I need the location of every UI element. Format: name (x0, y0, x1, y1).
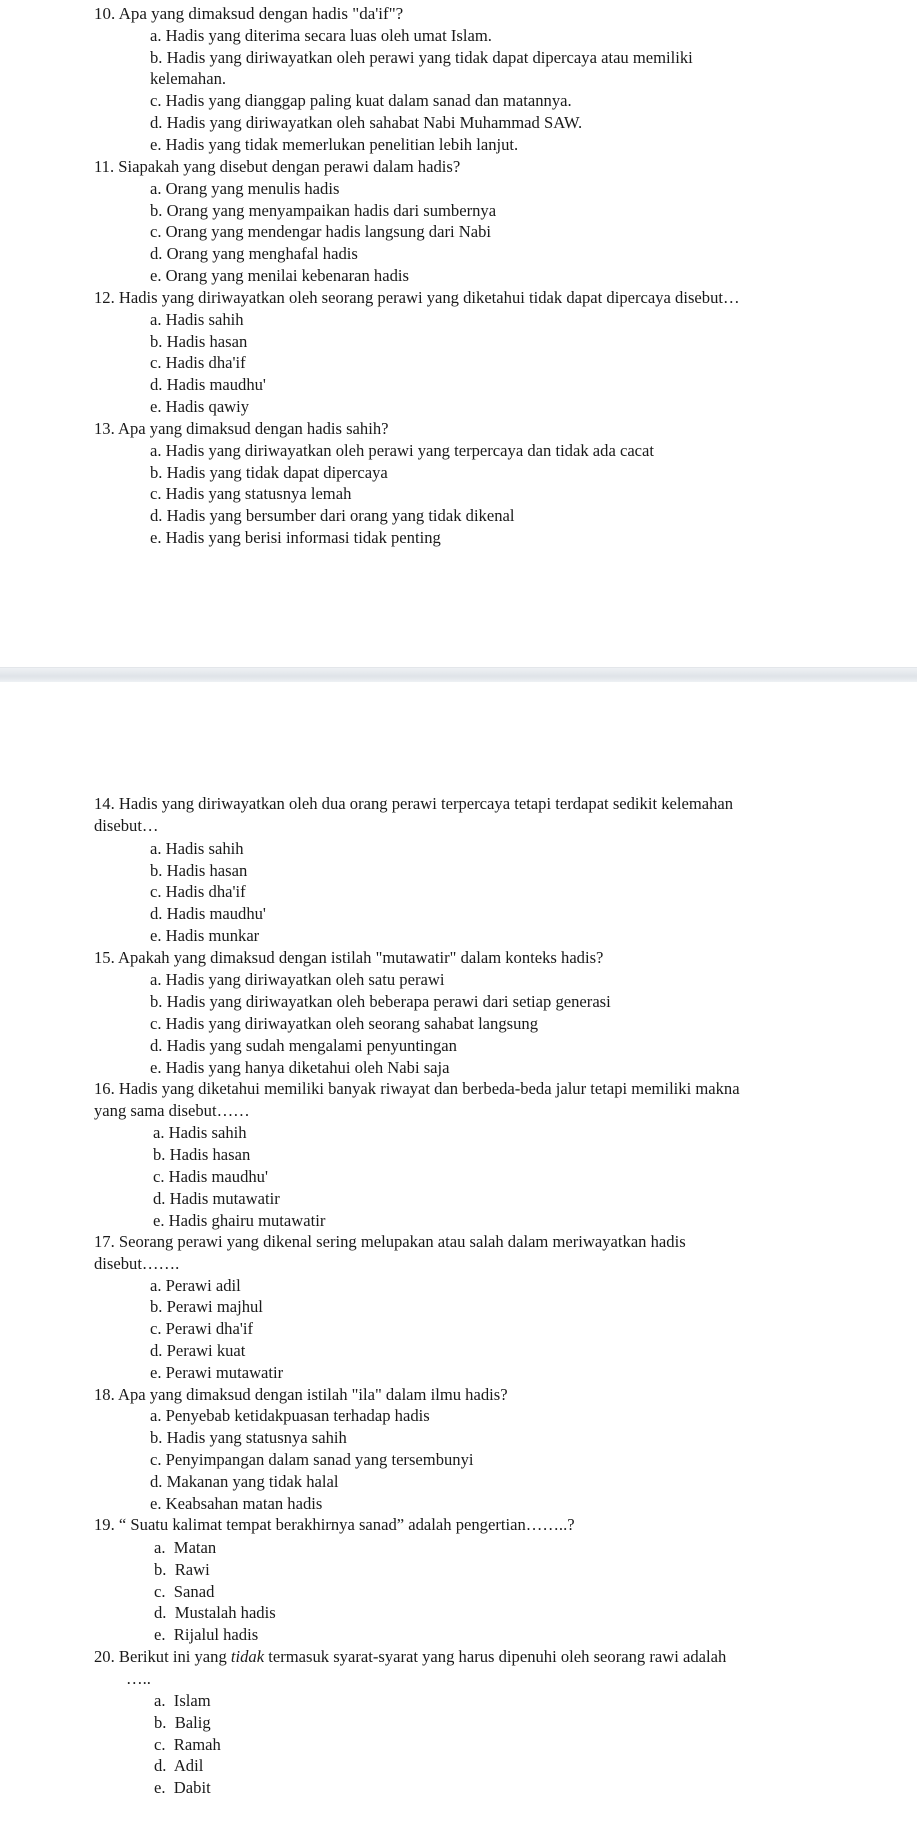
document-page-top (0, 4, 917, 547)
question-text: 14. Hadis yang diriwayatkan oleh dua orang perawi terpercaya tetapi terdapat sedikit kelemahan (94, 794, 734, 813)
option: d. Hadis mutawatir (153, 1189, 280, 1208)
option: b. Hadis hasan (150, 332, 248, 351)
option: e. Dabit (154, 1778, 211, 1797)
option: e. Hadis qawiy (150, 397, 250, 416)
option: e. Hadis yang berisi informasi tidak penting (150, 528, 441, 547)
option: c. Hadis yang diriwayatkan oleh seorang sahabat langsung (150, 1014, 538, 1033)
question-text-continued: disebut……. (94, 1254, 180, 1273)
option: c. Perawi dha'if (150, 1319, 253, 1338)
option: b. Hadis hasan (153, 1145, 251, 1164)
option: c. Ramah (154, 1735, 221, 1754)
option: b. Orang yang menyampaikan hadis dari sumbernya (150, 201, 497, 220)
question-text-continued: ….. (126, 1669, 151, 1688)
option: d. Hadis yang diriwayatkan oleh sahabat Nabi Muhammad SAW. (150, 113, 583, 132)
option: c. Hadis maudhu' (153, 1167, 268, 1186)
option: e. Keabsahan matan hadis (150, 1494, 323, 1513)
document-page-bottom (0, 794, 917, 1821)
option: c. Orang yang mendengar hadis langsung dari Nabi (150, 222, 491, 241)
option: e. Rijalul hadis (154, 1625, 259, 1644)
question-text: 20. Berikut ini yang tidak termasuk syarat-syarat yang harus dipenuhi oleh seorang rawi adalah (94, 1647, 727, 1666)
option: a. Perawi adil (150, 1276, 241, 1295)
option: d. Adil (154, 1756, 204, 1775)
option: b. Hadis yang statusnya sahih (150, 1428, 347, 1447)
option: c. Penyimpangan dalam sanad yang tersembunyi (150, 1450, 474, 1469)
question-text: 12. Hadis yang diriwayatkan oleh seorang perawi yang diketahui tidak dapat dipercaya disebut… (94, 288, 740, 307)
option: a. Matan (154, 1538, 217, 1557)
option: b. Rawi (154, 1560, 210, 1579)
question-text: 17. Seorang perawi yang dikenal sering melupakan atau salah dalam meriwayatkan hadis (94, 1232, 686, 1251)
option: d. Perawi kuat (150, 1341, 246, 1360)
option: a. Hadis yang diriwayatkan oleh satu perawi (150, 970, 445, 989)
option: c. Sanad (154, 1582, 215, 1601)
option: d. Orang yang menghafal hadis (150, 244, 358, 263)
option: d. Mustalah hadis (154, 1603, 276, 1622)
option: a. Penyebab ketidakpuasan terhadap hadis (150, 1406, 430, 1425)
option: e. Hadis yang hanya diketahui oleh Nabi saja (150, 1058, 450, 1077)
question-text: 16. Hadis yang diketahui memiliki banyak riwayat dan berbeda-beda jalur tetapi memiliki makna (94, 1079, 740, 1098)
option: a. Islam (154, 1691, 211, 1710)
question-text-continued: disebut… (94, 816, 159, 835)
option: kelemahan. (150, 69, 227, 88)
option: b. Perawi majhul (150, 1297, 263, 1316)
option: d. Hadis maudhu' (150, 904, 266, 923)
option: a. Hadis sahih (150, 310, 244, 329)
option: b. Hadis yang tidak dapat dipercaya (150, 463, 388, 482)
option: e. Perawi mutawatir (150, 1363, 284, 1382)
question-text: 15. Apakah yang dimaksud dengan istilah "mutawatir" dalam konteks hadis? (94, 948, 604, 967)
option: c. Hadis dha'if (150, 353, 246, 372)
option: c. Hadis dha'if (150, 882, 246, 901)
option: b. Hadis hasan (150, 861, 248, 880)
question-text: 18. Apa yang dimaksud dengan istilah "ila" dalam ilmu hadis? (94, 1385, 508, 1404)
question-text-continued: yang sama disebut…… (94, 1101, 250, 1120)
question-text: 10. Apa yang dimaksud dengan hadis "da'if"? (94, 4, 404, 23)
option: e. Orang yang menilai kebenaran hadis (150, 266, 409, 285)
option: d. Hadis yang bersumber dari orang yang tidak dikenal (150, 506, 515, 525)
option: c. Hadis yang dianggap paling kuat dalam sanad dan matannya. (150, 91, 572, 110)
question-text: 19. “ Suatu kalimat tempat berakhirnya sanad” adalah pengertian……..? (94, 1515, 575, 1534)
option: b. Hadis yang diriwayatkan oleh beberapa perawi dari setiap generasi (150, 992, 611, 1011)
option: e. Hadis yang tidak memerlukan penelitian lebih lanjut. (150, 135, 519, 154)
option: a. Hadis yang diriwayatkan oleh perawi yang terpercaya dan tidak ada cacat (150, 441, 655, 460)
option: a. Hadis sahih (153, 1123, 247, 1142)
option: a. Orang yang menulis hadis (150, 179, 340, 198)
option: a. Hadis sahih (150, 839, 244, 858)
option: b. Balig (154, 1713, 211, 1732)
option: d. Hadis maudhu' (150, 375, 266, 394)
option: c. Hadis yang statusnya lemah (150, 484, 352, 503)
page-separator (0, 667, 917, 682)
option: b. Hadis yang diriwayatkan oleh perawi yang tidak dapat dipercaya atau memiliki (150, 48, 693, 67)
option: a. Hadis yang diterima secara luas oleh umat Islam. (150, 26, 492, 45)
option: d. Hadis yang sudah mengalami penyuntingan (150, 1036, 457, 1055)
option: d. Makanan yang tidak halal (150, 1472, 339, 1491)
emphasis: tidak (230, 1647, 265, 1666)
question-text: 11. Siapakah yang disebut dengan perawi dalam hadis? (94, 157, 461, 176)
option: e. Hadis ghairu mutawatir (153, 1211, 326, 1230)
question-text: 13. Apa yang dimaksud dengan hadis sahih? (94, 419, 389, 438)
option: e. Hadis munkar (150, 926, 260, 945)
